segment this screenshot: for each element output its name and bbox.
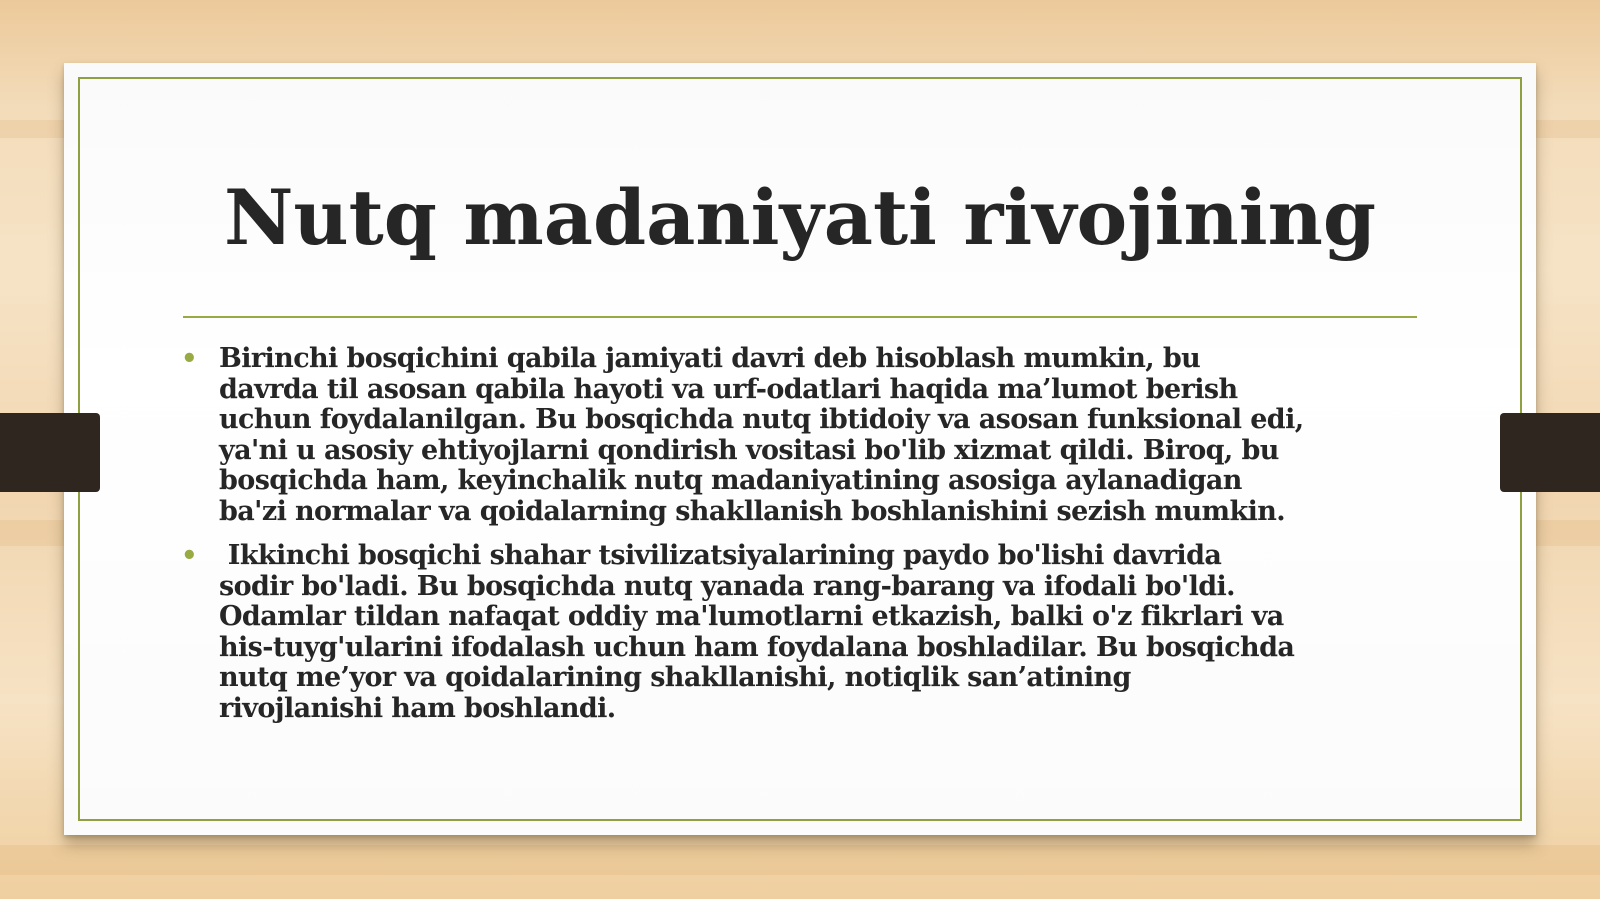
text-line: bosqichda ham, keyinchalik nutq madaniyatining asosiga aylanadigan [219, 465, 1242, 496]
title-divider [183, 316, 1417, 318]
text-line: ya'ni u asosiy ehtiyojlarni qondirish vositasi bo'lib xizmat qildi. Biroq, bu [219, 434, 1279, 466]
slide-title: Nutq madaniyati rivojining [223, 173, 1377, 262]
text-line: uchun foydalanilgan. Bu bosqichda nutq ibtidoiy va asosan funksional edi, [219, 404, 1304, 435]
text-line: Odamlar tildan nafaqat oddiy ma'lumotlarni etkazish, balki o'z fikrlari va [219, 601, 1284, 632]
text-line: his-tuyg'ularini ifodalash uchun ham foydalana boshladilar. Bu bosqichda [219, 631, 1295, 663]
bullet-dot-icon: • [181, 541, 198, 571]
bullet-item [181, 540, 1419, 724]
text-line: sodir bo'ladi. Bu bosqichda nutq yanada rang-barang va ifodali bo'ldi. [219, 570, 1235, 602]
binder-clip-right [1500, 413, 1600, 492]
text-line: ba'zi normalar va qoidalarning shakllanish boshlanishini sezish mumkin. [219, 495, 1286, 527]
bullet-item [181, 343, 1419, 527]
text-line: Birinchi bosqichini qabila jamiyati davri deb hisoblash mumkin, bu [219, 343, 1201, 374]
bullet-dot-icon: • [181, 344, 198, 374]
binder-clip-left [0, 413, 100, 492]
text-line: davrda til asosan qabila hayoti va urf-odatlari haqida ma’lumot berish [219, 373, 1238, 405]
text-line: Ikkinchi bosqichi shahar tsivilizatsiyalarining paydo bo'lishi davrida [219, 540, 1222, 571]
text-line: nutq me’yor va qoidalarining shakllanishi, notiqlik san’atining [219, 662, 1131, 693]
text-line: rivojlanishi ham boshlandi. [219, 692, 616, 724]
bullet-list [181, 343, 1419, 724]
wood-grain [0, 845, 1600, 875]
